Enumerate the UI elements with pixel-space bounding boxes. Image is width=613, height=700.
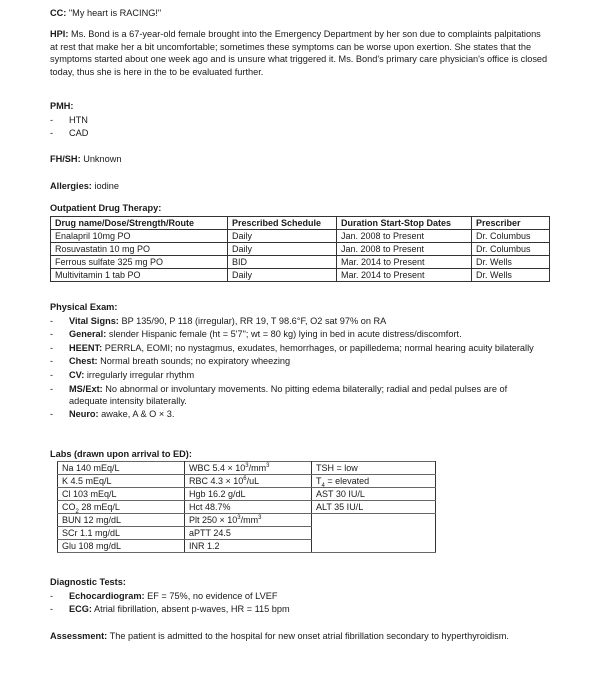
lab-cell: RBC $4.3 \times 10^6/uL$: [185, 475, 312, 488]
outpatient-drug-table: [50, 216, 550, 282]
header-schedule: Prescribed Schedule: [228, 217, 337, 230]
lab-cell: [312, 514, 436, 527]
diagnostics-title: Diagnostic Tests:: [50, 577, 126, 587]
physical-exam-section: [50, 301, 540, 422]
cell-prescriber: Dr. Wells: [472, 256, 550, 269]
cell-schedule: Daily: [228, 230, 337, 243]
pmh-section: [50, 100, 555, 141]
hpi-label: HPI:: [50, 29, 69, 39]
lab-cell: [312, 527, 436, 540]
diagnostics-list: [50, 590, 555, 616]
cell-duration: Jan. 2008 to Present: [337, 243, 472, 256]
table-row: [58, 527, 436, 540]
cell-schedule: BID: [228, 256, 337, 269]
lab-cell: SCr 1.1 mg/dL: [58, 527, 185, 540]
fhsh-label: FH/SH:: [50, 154, 81, 164]
lab-cell: K 4.5 mEq/L: [58, 475, 185, 488]
assessment-label: Assessment:: [50, 631, 108, 641]
cell-schedule: Daily: [228, 269, 337, 282]
cell-duration: Mar. 2014 to Present: [337, 256, 472, 269]
exam-title: Physical Exam:: [50, 302, 118, 312]
exam-item: - Chest: Normal breath sounds; no expiratory wheezing: [50, 355, 540, 367]
lab-cell: TSH = low: [312, 462, 436, 475]
diagnostics-section: [50, 576, 555, 617]
cell-duration: Mar. 2014 to Present: [337, 269, 472, 282]
lab-cell: ALT 35 IU/L: [312, 501, 436, 514]
table-row: [51, 269, 550, 282]
cell-drug: Enalapril 10mg PO: [51, 230, 228, 243]
lab-cell: $T_4$ = elevated: [312, 475, 436, 488]
fhsh-section: [50, 153, 555, 166]
chief-complaint: [50, 7, 555, 20]
header-duration: Duration Start-Stop Dates: [337, 217, 472, 230]
table-header-row: [51, 217, 550, 230]
table-row: [58, 514, 436, 527]
header-prescriber: Prescriber: [472, 217, 550, 230]
hpi-section: [50, 28, 550, 78]
table-row: [58, 488, 436, 501]
allergies-label: Allergies:: [50, 181, 92, 191]
table-row: [51, 256, 550, 269]
lab-cell: INR 1.2: [185, 540, 312, 553]
cell-drug: Multivitamin 1 tab PO: [51, 269, 228, 282]
lab-cell: Hct 48.7%: [185, 501, 312, 514]
table-row: [58, 540, 436, 553]
table-row: [58, 475, 436, 488]
cc-label: CC:: [50, 8, 67, 18]
exam-item: - General: slender Hispanic female (ht = 5'7"; wt = 80 kg) lying in bed in acute distress/discomfort.: [50, 328, 540, 340]
lab-cell: Hgb 16.2 g/dL: [185, 488, 312, 501]
assessment-text: The patient is admitted to the hospital for new onset atrial fibrillation secondary to hyperthyroidism.: [109, 631, 509, 641]
cell-prescriber: Dr. Columbus: [472, 243, 550, 256]
labs-table: [57, 461, 436, 553]
pmh-item: - HTN: [50, 114, 555, 126]
exam-item: - Neuro: awake, A & O × 3.: [50, 408, 540, 420]
lab-cell: WBC $5.4 \times 10^3/mm^3$: [185, 462, 312, 475]
table-row: [51, 230, 550, 243]
lab-cell: [312, 540, 436, 553]
cc-text: "My heart is RACING!": [68, 8, 162, 18]
cell-drug: Rosuvastatin 10 mg PO: [51, 243, 228, 256]
lab-cell: $CO_2$ 28 mEq/L: [58, 501, 185, 514]
exam-list: [50, 315, 540, 421]
lab-cell: AST 30 IU/L: [312, 488, 436, 501]
exam-item: - MS/Ext: No abnormal or involuntary movements. No pitting edema bilaterally; radial and pedal pulses are of adequate intensity bilaterally.: [50, 383, 540, 407]
fhsh-text: Unknown: [83, 154, 122, 164]
table-row: [51, 243, 550, 256]
allergies-text: iodine: [94, 181, 119, 191]
exam-item: - HEENT: PERRLA, EOMI; no nystagmus, exudates, hemorrhages, or papilledema; normal hearing acuity bilaterally: [50, 342, 540, 354]
cell-drug: Ferrous sulfate 325 mg PO: [51, 256, 228, 269]
exam-item: - CV: irregularly irregular rhythm: [50, 369, 540, 381]
lab-cell: Cl 103 mEq/L: [58, 488, 185, 501]
outpatient-title: Outpatient Drug Therapy:: [50, 203, 162, 213]
header-drug: Drug name/Dose/Strength/Route: [51, 217, 228, 230]
exam-item: - Vital Signs: BP 135/90, P 118 (irregular), RR 19, T 98.6°F, O2 sat 97% on RA: [50, 315, 540, 327]
hpi-text: Ms. Bond is a 67-year-old female brought into the Emergency Department by her son due to complaints palpitations at rest that make her a bit uncomfortable; sometimes these symptoms can be worse upon exertion. She states that the symptoms started about one week ago and is unsure what triggered it. Ms. Bond's primary care physician's office is closed today, thus she is here in the to be evaluated further.: [50, 29, 548, 77]
cell-schedule: Daily: [228, 243, 337, 256]
labs-title: Labs (drawn upon arrival to ED):: [50, 449, 192, 459]
cell-prescriber: Dr. Columbus: [472, 230, 550, 243]
lab-cell: Na 140 mEq/L: [58, 462, 185, 475]
pmh-label: PMH:: [50, 101, 74, 111]
table-row: [58, 462, 436, 475]
assessment-section: [50, 630, 546, 643]
cell-prescriber: Dr. Wells: [472, 269, 550, 282]
diagnostic-item: - Echocardiogram: EF = 75%, no evidence of LVEF: [50, 590, 555, 602]
lab-cell: Glu 108 mg/dL: [58, 540, 185, 553]
lab-cell: aPTT 24.5: [185, 527, 312, 540]
allergies-section: [50, 180, 555, 193]
cell-duration: Jan. 2008 to Present: [337, 230, 472, 243]
pmh-item: - CAD: [50, 127, 555, 139]
lab-cell: Plt $250 \times 10^3/mm^3$: [185, 514, 312, 527]
table-row: [58, 501, 436, 514]
diagnostic-item: - ECG: Atrial fibrillation, absent p-waves, HR = 115 bpm: [50, 603, 555, 615]
pmh-list: [50, 114, 555, 140]
lab-cell: BUN 12 mg/dL: [58, 514, 185, 527]
